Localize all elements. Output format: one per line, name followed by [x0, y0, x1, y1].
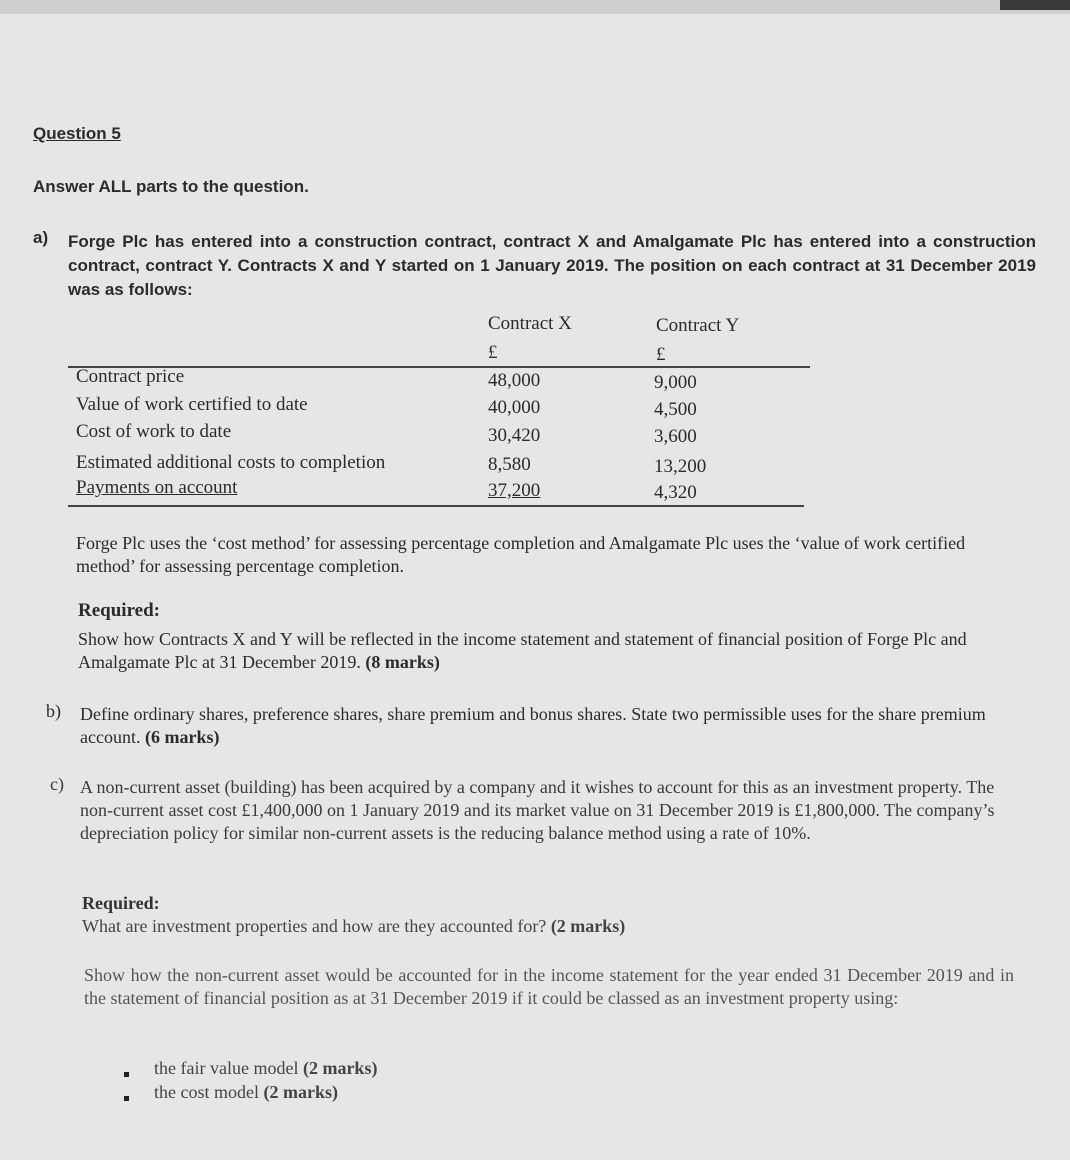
bullet-fair-value-marks: (2 marks)	[302, 1058, 378, 1078]
part-b-question	[80, 703, 1015, 749]
part-c-required	[82, 915, 1012, 938]
part-a-required-text: Show how Contracts X and Y will be reflected in the income statement and statement of financial position of Forge Plc and Amalgamate Plc at 31 December 2019.	[78, 629, 967, 672]
part-c-show-text: Show how the non-current asset would be accounted for in the income statement for the year ended 31 December 2019 and in the statement of financial position as at 31 December 2019 if it could be classed as an investment property using:	[84, 965, 1014, 1008]
unit-contract-x: £	[488, 342, 498, 363]
bullet-cost-model	[154, 1082, 338, 1103]
column-header-contract-y: Contract Y	[656, 315, 740, 336]
bullet-icon	[124, 1072, 129, 1077]
part-a-label: a)	[33, 228, 49, 247]
value-y-contract-price: 9,000	[654, 372, 697, 393]
part-b-marks: (6 marks)	[144, 727, 220, 747]
value-x-cost-to-date: 30,420	[488, 425, 541, 446]
value-x-estimated-costs: 8,580	[488, 454, 531, 475]
part-a-marks: (8 marks)	[365, 652, 440, 672]
value-x-value-certified: 40,000	[488, 397, 541, 418]
value-y-cost-to-date: 3,600	[654, 426, 697, 447]
column-header-contract-x: Contract X	[488, 313, 572, 334]
part-c-required-label: Required:	[82, 893, 160, 913]
row-label-payments: Payments on account	[76, 477, 238, 498]
part-b-text: Define ordinary shares, preference shares, share premium and bonus shares. State two permissible uses for the share premium account.	[80, 704, 986, 747]
part-a-note: Forge Plc uses the ‘cost method’ for assessing percentage completion and Amalgamate Plc uses the ‘value of work certified method’ for assessing percentage completion.	[76, 533, 966, 576]
screen-top-edge	[0, 0, 1070, 14]
value-x-payments: 37,200	[488, 480, 541, 501]
row-label-cost-to-date: Cost of work to date	[76, 421, 232, 442]
value-y-estimated-costs: 13,200	[654, 456, 707, 477]
part-a-intro: Forge Plc has entered into a construction contract, contract X and Amalgamate Plc has entered into a construction contract, contract Y. Contracts X and Y started on 1 January 2019. The position on each contract at 31 December 2019 was as follows:	[68, 232, 1036, 299]
part-c-required-marks: (2 marks)	[550, 916, 626, 936]
screen-corner	[1000, 0, 1070, 10]
part-c-label: c)	[50, 774, 64, 794]
part-c-required-text: What are investment properties and how are they accounted for?	[82, 916, 547, 936]
bullet-fair-value-text: the fair value model	[154, 1058, 299, 1078]
bullet-cost-model-marks: (2 marks)	[263, 1082, 338, 1102]
bullet-cost-model-text: the cost model	[154, 1082, 259, 1102]
value-y-value-certified: 4,500	[654, 399, 697, 420]
part-a-required-label: Required:	[78, 600, 160, 621]
row-label-estimated-costs: Estimated additional costs to completion	[76, 452, 386, 473]
question-instruction: Answer ALL parts to the question.	[33, 177, 309, 196]
part-b-label: b)	[46, 701, 61, 721]
question-title: Question 5	[33, 124, 121, 143]
row-label-value-certified: Value of work certified to date	[76, 394, 308, 415]
bullet-icon	[124, 1096, 129, 1101]
part-a-required	[78, 628, 1023, 674]
row-label-contract-price: Contract price	[76, 366, 185, 387]
value-x-contract-price: 48,000	[488, 370, 541, 391]
table-bottom-rule	[68, 505, 804, 507]
value-y-payments: 4,320	[654, 482, 697, 503]
part-c-text: A non-current asset (building) has been acquired by a company and it wishes to account for this as an investment property. The non-current asset cost £1,400,000 on 1 January 2019 and its market value on 31 December 2019 is £1,800,000. The company’s depreciation policy for similar non-current assets is the reducing balance method using a rate of 10%.	[80, 777, 995, 843]
unit-contract-y: £	[656, 344, 666, 365]
bullet-fair-value	[154, 1058, 377, 1079]
